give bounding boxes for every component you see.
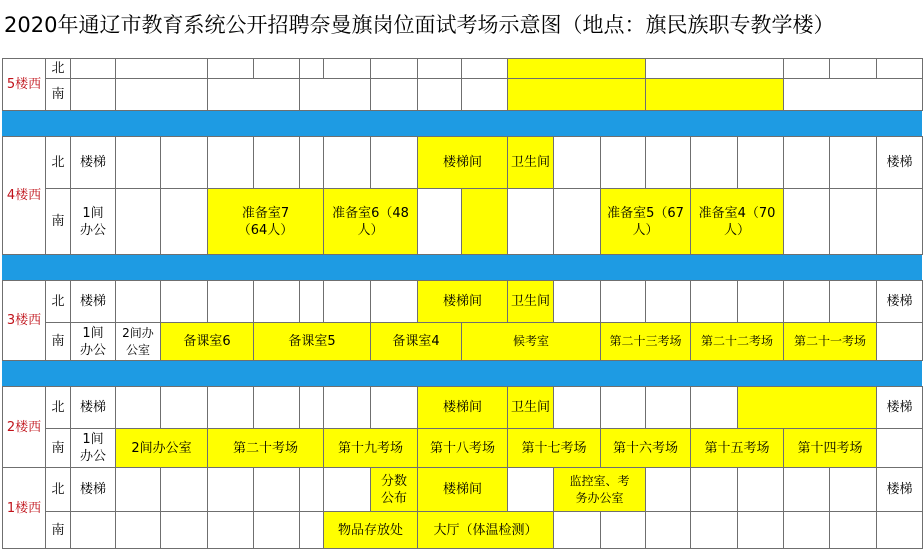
empty-room-cell xyxy=(207,467,254,512)
empty-room-cell xyxy=(160,386,208,429)
empty-room-cell xyxy=(461,188,508,255)
floor-divider xyxy=(2,360,922,386)
floor-label: 1楼西 xyxy=(2,467,46,549)
empty-room-cell xyxy=(299,280,324,323)
empty-room-cell xyxy=(323,280,371,323)
exam-room-18: 第十八考场 xyxy=(417,428,508,468)
empty-room-cell xyxy=(115,136,161,189)
empty-room-cell xyxy=(829,136,877,189)
empty-room-cell xyxy=(115,188,161,255)
exam-room-19: 第十九考场 xyxy=(323,428,418,468)
empty-room-cell xyxy=(829,511,877,549)
empty-room-cell xyxy=(829,280,877,323)
prep-room-7: 准备室7 （64人） xyxy=(207,188,324,255)
empty-room-cell xyxy=(253,511,300,549)
empty-room-cell xyxy=(207,386,254,429)
exam-room-15: 第十五考场 xyxy=(690,428,784,468)
empty-room-cell xyxy=(370,386,418,429)
stairs-east: 楼梯 xyxy=(876,136,923,189)
side-label-south: 南 xyxy=(45,78,71,111)
office: 1间 办公 xyxy=(70,188,116,255)
empty-room-cell xyxy=(737,386,877,429)
side-label-south: 南 xyxy=(45,428,71,468)
office-2: 2间办 公室 xyxy=(115,322,161,361)
empty-room-cell xyxy=(553,188,601,255)
empty-room-cell xyxy=(299,386,324,429)
empty-room-cell xyxy=(507,188,554,255)
storage-room: 物品存放处 xyxy=(323,511,418,549)
empty-room-cell xyxy=(115,58,208,79)
floor-label: 2楼西 xyxy=(2,386,46,468)
empty-room-cell xyxy=(299,136,324,189)
stairwell: 楼梯间 xyxy=(417,467,508,512)
empty-room-cell xyxy=(70,511,116,549)
empty-room-cell xyxy=(299,511,324,549)
empty-room-cell xyxy=(507,78,646,111)
empty-room-cell xyxy=(115,467,161,512)
empty-room-cell xyxy=(370,78,418,111)
exam-room-21: 第二十一考场 xyxy=(783,322,877,361)
prep-room-4: 准备室4（70 人） xyxy=(690,188,784,255)
prep-room-6: 准备室6（48 人） xyxy=(323,188,418,255)
empty-room-cell xyxy=(645,58,784,79)
empty-room-cell xyxy=(323,467,371,512)
empty-room-cell xyxy=(417,78,462,111)
empty-room-cell xyxy=(553,136,601,189)
office: 1间 办公 xyxy=(70,322,116,361)
exam-room-17: 第十七考场 xyxy=(507,428,601,468)
floor-divider xyxy=(2,110,922,136)
empty-room-cell xyxy=(645,467,691,512)
lesson-prep-room-5: 备课室5 xyxy=(253,322,371,361)
empty-room-cell xyxy=(507,58,646,79)
empty-room-cell xyxy=(876,511,923,549)
empty-room-cell xyxy=(207,136,254,189)
empty-room-cell xyxy=(783,136,830,189)
empty-room-cell xyxy=(323,386,371,429)
stairwell: 楼梯间 xyxy=(417,280,508,323)
empty-room-cell xyxy=(645,136,691,189)
empty-room-cell xyxy=(737,467,784,512)
empty-room-cell xyxy=(600,386,646,429)
empty-room-cell xyxy=(70,58,116,79)
empty-room-cell xyxy=(160,280,208,323)
stairs: 楼梯 xyxy=(70,280,116,323)
restroom: 卫生间 xyxy=(507,136,554,189)
empty-room-cell xyxy=(645,78,784,111)
empty-room-cell xyxy=(370,58,418,79)
empty-room-cell xyxy=(207,78,300,111)
empty-room-cell xyxy=(600,280,646,323)
empty-room-cell xyxy=(783,467,830,512)
empty-room-cell xyxy=(783,511,830,549)
stairwell: 楼梯间 xyxy=(417,136,508,189)
empty-room-cell xyxy=(115,78,208,111)
side-label-north: 北 xyxy=(45,136,71,189)
office: 1间 办公 xyxy=(70,428,116,468)
empty-room-cell xyxy=(160,511,208,549)
side-label-north: 北 xyxy=(45,386,71,429)
empty-room-cell xyxy=(417,188,462,255)
empty-room-cell xyxy=(737,511,784,549)
empty-room-cell xyxy=(253,280,300,323)
empty-room-cell xyxy=(160,136,208,189)
floor-label: 4楼西 xyxy=(2,136,46,255)
stairs: 楼梯 xyxy=(70,467,116,512)
empty-room-cell xyxy=(783,78,923,111)
waiting-room: 候考室 xyxy=(461,322,601,361)
side-label-north: 北 xyxy=(45,467,71,512)
empty-room-cell xyxy=(829,58,877,79)
empty-room-cell xyxy=(783,280,830,323)
empty-room-cell xyxy=(160,467,208,512)
empty-room-cell xyxy=(115,386,161,429)
stairs: 楼梯 xyxy=(70,136,116,189)
empty-room-cell xyxy=(553,386,601,429)
empty-room-cell xyxy=(829,467,877,512)
exam-room-20: 第二十考场 xyxy=(207,428,324,468)
stairs-east: 楼梯 xyxy=(876,467,923,512)
stairs-east: 楼梯 xyxy=(876,386,923,429)
prep-room-5: 准备室5（67 人） xyxy=(600,188,691,255)
empty-room-cell xyxy=(829,188,877,255)
empty-room-cell xyxy=(461,58,508,79)
empty-room-cell xyxy=(553,280,601,323)
lesson-prep-room-4: 备课室4 xyxy=(370,322,462,361)
lobby-temperature-check: 大厅（体温检测） xyxy=(417,511,554,549)
empty-room-cell xyxy=(690,511,738,549)
exam-room-16: 第十六考场 xyxy=(600,428,691,468)
empty-room-cell xyxy=(876,322,923,361)
empty-room-cell xyxy=(115,511,161,549)
lesson-prep-room-6: 备课室6 xyxy=(160,322,254,361)
side-label-north: 北 xyxy=(45,280,71,323)
stairs: 楼梯 xyxy=(70,386,116,429)
empty-room-cell xyxy=(553,511,601,549)
empty-room-cell xyxy=(115,280,161,323)
page-title: 2020年通辽市教育系统公开招聘奈曼旗岗位面试考场示意图（地点：旗民族职专教学楼） xyxy=(4,13,835,37)
empty-room-cell xyxy=(417,58,462,79)
empty-room-cell xyxy=(645,386,691,429)
floor-label: 5楼西 xyxy=(2,58,46,111)
empty-room-cell xyxy=(783,58,830,79)
empty-room-cell xyxy=(253,386,300,429)
empty-room-cell xyxy=(783,188,830,255)
empty-room-cell xyxy=(70,78,116,111)
empty-room-cell xyxy=(253,136,300,189)
side-label-south: 南 xyxy=(45,511,71,549)
empty-room-cell xyxy=(370,280,418,323)
stairs-east: 楼梯 xyxy=(876,280,923,323)
empty-room-cell xyxy=(600,511,646,549)
side-label-north: 北 xyxy=(45,58,71,79)
empty-room-cell xyxy=(737,136,784,189)
office-2: 2间办公室 xyxy=(115,428,208,468)
empty-room-cell xyxy=(253,58,300,79)
monitoring-office: 监控室、考 务办公室 xyxy=(553,467,646,512)
empty-room-cell xyxy=(323,136,371,189)
empty-room-cell xyxy=(690,386,738,429)
side-label-south: 南 xyxy=(45,188,71,255)
empty-room-cell xyxy=(207,280,254,323)
exam-room-23: 第二十三考场 xyxy=(600,322,691,361)
empty-room-cell xyxy=(370,136,418,189)
empty-room-cell xyxy=(737,280,784,323)
empty-room-cell xyxy=(461,78,508,111)
empty-room-cell xyxy=(690,280,738,323)
empty-room-cell xyxy=(690,136,738,189)
exam-room-22: 第二十二考场 xyxy=(690,322,784,361)
empty-room-cell xyxy=(876,428,923,468)
empty-room-cell xyxy=(507,467,554,512)
empty-room-cell xyxy=(645,511,691,549)
empty-room-cell xyxy=(876,58,923,79)
empty-room-cell xyxy=(160,188,208,255)
empty-room-cell xyxy=(299,467,324,512)
side-label-south: 南 xyxy=(45,322,71,361)
restroom: 卫生间 xyxy=(507,280,554,323)
empty-room-cell xyxy=(600,136,646,189)
stairwell: 楼梯间 xyxy=(417,386,508,429)
restroom: 卫生间 xyxy=(507,386,554,429)
empty-room-cell xyxy=(253,467,300,512)
empty-room-cell xyxy=(690,467,738,512)
floor-label: 3楼西 xyxy=(2,280,46,361)
floor-divider xyxy=(2,254,922,280)
empty-room-cell xyxy=(876,188,923,255)
empty-room-cell xyxy=(299,58,371,79)
empty-room-cell xyxy=(207,58,254,79)
empty-room-cell xyxy=(207,511,254,549)
empty-room-cell xyxy=(645,280,691,323)
exam-room-14: 第十四考场 xyxy=(783,428,877,468)
score-board: 分数 公布 xyxy=(370,467,418,512)
empty-room-cell xyxy=(299,78,371,111)
